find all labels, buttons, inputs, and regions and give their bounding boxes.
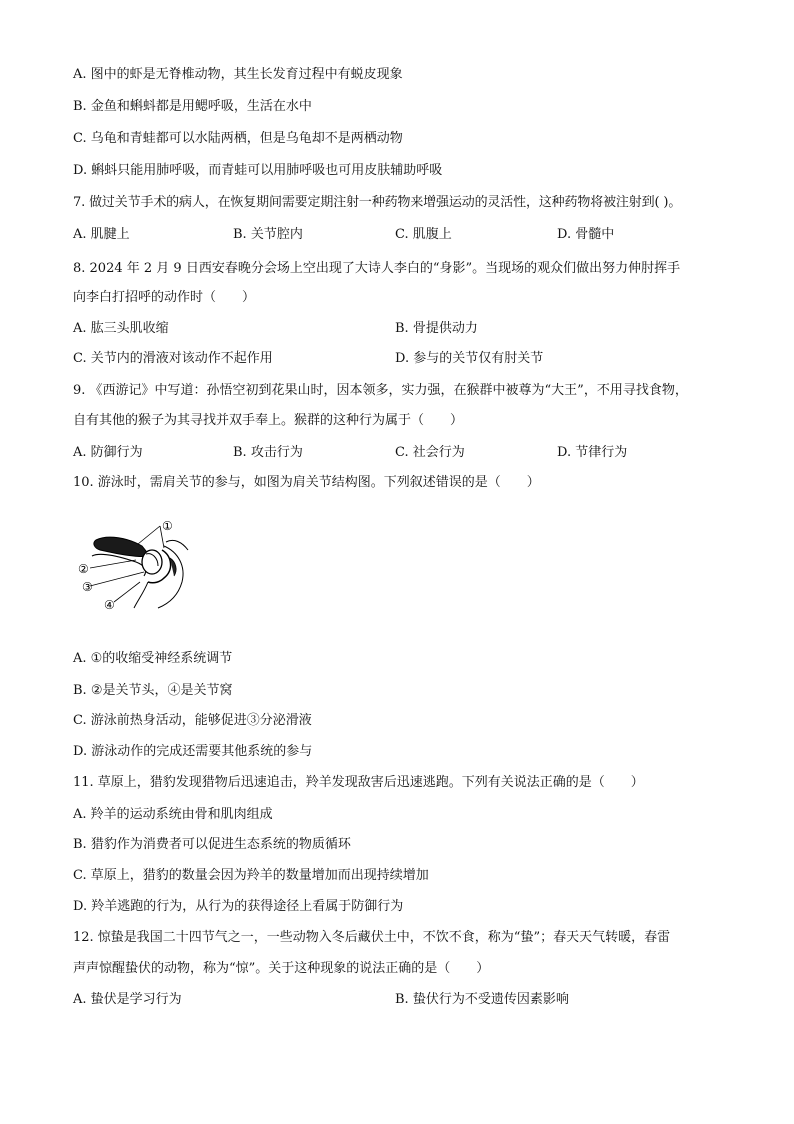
q9-stem-line1: 9. 《西游记》中写道：孙悟空初到花果山时，因本领多，实力强，在猴群中被尊为“大王”，不用寻找食物， xyxy=(73,383,688,398)
q6-option-d: D. 蝌蚪只能用肺呼吸，而青蛙可以用肺呼吸也可用皮肤辅助呼吸 xyxy=(73,163,443,178)
q12-stem-line1: 12. 惊蛰是我国二十四节气之一，一些动物入冬后藏伏土中，不饮不食，称为“蛰”；春天天气转暖，春雷 xyxy=(73,930,671,945)
q9-option-d: D. 节律行为 xyxy=(557,445,628,460)
figure-label-2: ② xyxy=(78,562,89,576)
q8-stem-line2: 向李白打招呼的动作时（ ） xyxy=(73,290,256,305)
q6-option-b: B. 金鱼和蝌蚪都是用鳃呼吸，生活在水中 xyxy=(73,99,312,114)
q12-option-b: B. 蛰伏行为不受遗传因素影响 xyxy=(395,992,569,1007)
q6-option-c: C. 乌龟和青蛙都可以水陆两栖，但是乌龟却不是两栖动物 xyxy=(73,131,403,146)
q8-stem-line1: 8. 2024 年 2 月 9 日西安春晚分会场上空出现了大诗人李白的“身影”。当现场的观众们做出努力伸肘挥手 xyxy=(73,261,681,276)
q8-option-d: D. 参与的关节仅有肘关节 xyxy=(395,351,544,366)
q9-stem-line2: 自有其他的猴子为其寻找并双手奉上。猴群的这种行为属于（ ） xyxy=(73,413,464,428)
q12-option-a: A. 蛰伏是学习行为 xyxy=(73,992,182,1007)
q11-option-d: D. 羚羊逃跑的行为，从行为的获得途径上看属于防御行为 xyxy=(73,899,404,914)
muscle-contour xyxy=(92,554,146,576)
q10-option-c: C. 游泳前热身活动，能够促进③分泌滑液 xyxy=(73,713,312,728)
q7-option-c: C. 肌腹上 xyxy=(395,227,452,242)
q10-stem: 10. 游泳时，需肩关节的参与，如图为肩关节结构图。下列叙述错误的是（ ） xyxy=(73,475,540,490)
shoulder-joint-figure xyxy=(78,512,198,618)
figure-label-3: ③ xyxy=(82,580,93,594)
figure-label-4: ④ xyxy=(104,598,115,612)
q9-option-c: C. 社会行为 xyxy=(395,445,465,460)
q9-option-a: A. 防御行为 xyxy=(73,445,143,460)
q9-option-b: B. 攻击行为 xyxy=(233,445,303,460)
joint-head-shape xyxy=(142,550,162,574)
q11-stem: 11. 草原上，猎豹发现猎物后迅速追击，羚羊发现敌害后迅速逃跑。下列有关说法正确的是（ ） xyxy=(73,775,644,790)
q6-option-a: A. 图中的虾是无脊椎动物，其生长发育过程中有蜕皮现象 xyxy=(73,67,403,82)
q8-option-a: A. 肱三头肌收缩 xyxy=(73,321,169,336)
q7-stem: 7. 做过关节手术的病人，在恢复期间需要定期注射一种药物来增强运动的灵活性，这种药物将被注射到( )。 xyxy=(73,195,682,210)
q7-option-d: D. 骨髓中 xyxy=(557,227,615,242)
q11-option-c: C. 草原上，猎豹的数量会因为羚羊的数量增加而出现持续增加 xyxy=(73,868,429,883)
q8-option-b: B. 骨提供动力 xyxy=(395,321,478,336)
q11-option-a: A. 羚羊的运动系统由骨和肌肉组成 xyxy=(73,807,273,822)
q11-option-b: B. 猎豹作为消费者可以促进生态系统的物质循环 xyxy=(73,837,351,852)
q8-option-c: C. 关节内的滑液对该动作不起作用 xyxy=(73,351,273,366)
q10-option-d: D. 游泳动作的完成还需要其他系统的参与 xyxy=(73,744,313,759)
figure-label-1: ① xyxy=(162,519,173,533)
q7-option-b: B. 关节腔内 xyxy=(233,227,303,242)
q7-option-a: A. 肌腱上 xyxy=(73,227,130,242)
q10-option-b: B. ②是关节头，④是关节窝 xyxy=(73,683,233,698)
q12-stem-line2: 声声惊醒蛰伏的动物，称为“惊”。关于这种现象的说法正确的是（ ） xyxy=(73,961,490,976)
q10-option-a: A. ①的收缩受神经系统调节 xyxy=(73,651,233,666)
humerus-shape xyxy=(94,537,150,556)
